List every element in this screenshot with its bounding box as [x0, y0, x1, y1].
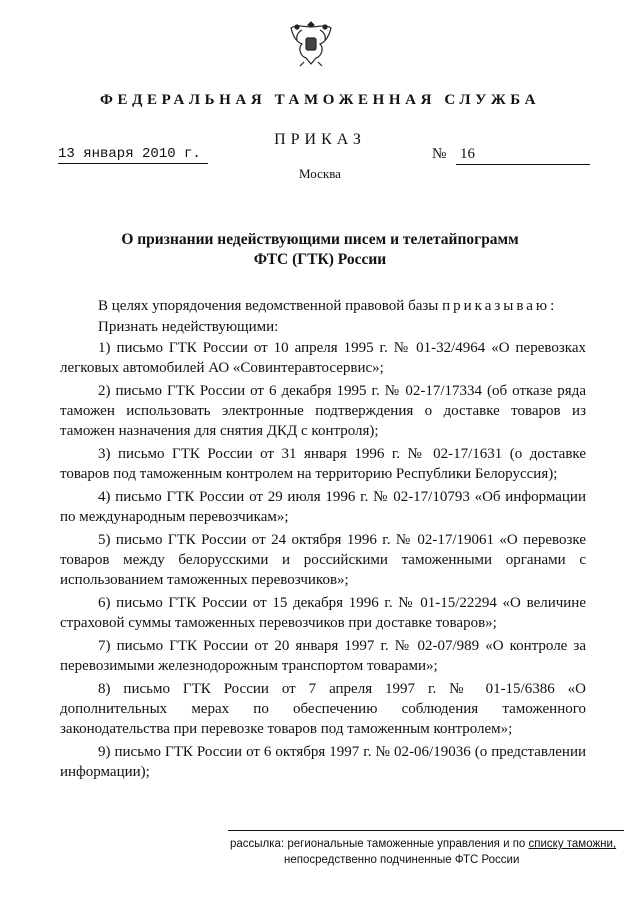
distribution-divider: [228, 830, 624, 831]
list-item-4: 4) письмо ГТК России от 29 июля 1996 г. № 02-17/10793 «Об информации по международным перевозчикам»;: [60, 489, 586, 525]
title-line-1: О признании недействующими писем и телетайпограмм: [121, 231, 519, 248]
list-item-2: 2) письмо ГТК России от 6 декабря 1995 г. № 02-17/17334 (об отказе ряда таможен использовать электронные подтверждения о доставке товаров из таможен назначения для снятия ДКД с контроля);: [60, 383, 586, 439]
preamble: [60, 296, 586, 316]
list-item-3: 3) письмо ГТК России от 31 января 1996 г. № 02-17/1631 (о доставке товаров под таможенным контролем на территорию Республики Белоруссия);: [60, 446, 586, 482]
list-item-8: 8) письмо ГТК России от 7 апреля 1997 г. № 01-15/6386 «О дополнительных мерах по обеспечению соблюдения таможенного законодательства при перевозке товаров под таможенным контролем»;: [60, 681, 586, 737]
list-item-9: 9) письмо ГТК России от 6 октября 1997 г. № 02-06/19036 (о представлении информации);: [60, 744, 586, 780]
preamble-verb: приказываю:: [442, 298, 558, 314]
document-type: ПРИКАЗ: [274, 131, 366, 148]
distribution-link: списку таможни,: [528, 838, 617, 850]
distribution-line-1: [230, 836, 626, 852]
distribution-line-2: непосредственно подчиненные ФТС России: [284, 854, 520, 866]
double-headed-eagle-emblem-icon: [288, 18, 334, 68]
distribution-prefix: рассылка: региональные таможенные управления и по: [230, 838, 526, 850]
title-line-2: ФТС (ГТК) России: [253, 251, 387, 268]
document-body: [60, 296, 586, 785]
list-item-5: 5) письмо ГТК России от 24 октября 1996 г. № 02-17/19061 «О перевозке товаров между белорусскими и российскими таможенными органами с использованием таможенных перевозчиков»;: [60, 532, 586, 588]
city: Москва: [299, 166, 341, 181]
order-date: 13 января 2010 г.: [58, 146, 208, 164]
list-item-6: 6) письмо ГТК России от 15 декабря 1996 г. № 01-15/22294 «О величине страховой суммы таможенных перевозчиков при доставке товаров»;: [60, 595, 586, 631]
list-item-7: 7) письмо ГТК России от 20 января 1997 г. № 02-07/989 «О контроле за перевозимыми железнодорожным транспортом товарами»;: [60, 638, 586, 674]
distribution-list: [230, 836, 626, 868]
declare-text: Признать недействующими:: [98, 319, 279, 335]
document-title: [60, 230, 580, 270]
order-number-label: №: [432, 146, 447, 162]
agency-name: ФЕДЕРАЛЬНАЯ ТАМОЖЕННАЯ СЛУЖБА: [99, 92, 541, 108]
list-item-1: 1) письмо ГТК России от 10 апреля 1995 г. № 01-32/4964 «О перевозках легковых автомобилей АО «Совинтеравтосервис»;: [60, 340, 586, 376]
order-number: 16: [456, 146, 590, 165]
preamble-text: В целях упорядочения ведомственной правовой базы: [98, 298, 439, 314]
